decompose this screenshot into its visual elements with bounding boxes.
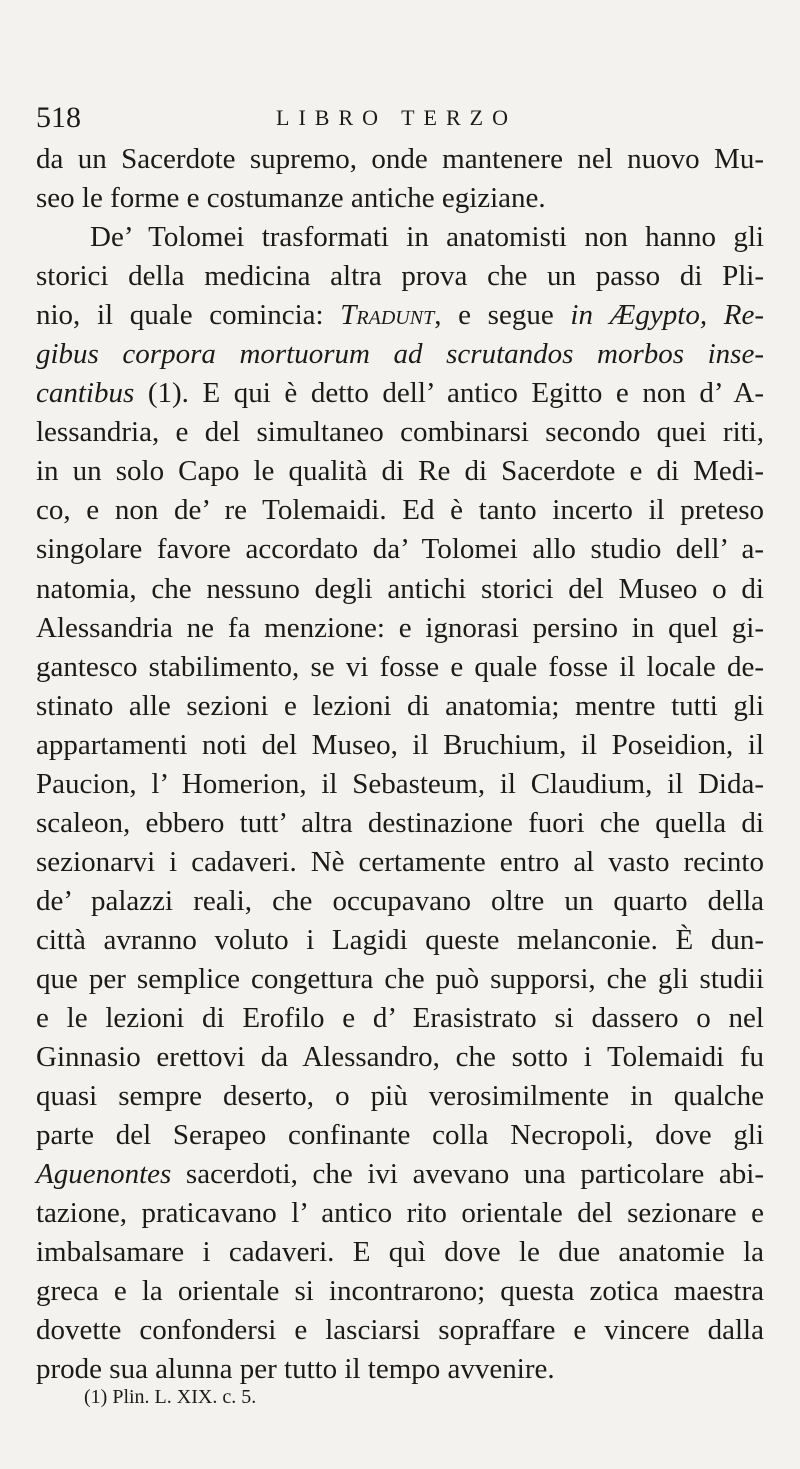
text-segment: parte del Serapeo confinante colla Necropoli, dove gli [36,1119,764,1152]
text-line [36,413,764,452]
text-segment: dovette confondersi e lasciarsi sopraffare e vincere dalla [36,1314,764,1347]
text-line [36,921,764,960]
text-segment: sacerdoti, che ivi avevano una particolare abi- [171,1158,764,1191]
text-segment: in Ægypto, Re- [570,299,765,332]
text-line [36,648,764,687]
text-segment: Tradunt [340,299,435,332]
text-line [36,1272,764,1311]
text-segment: Aguenontes [36,1158,172,1191]
text-line [36,687,764,726]
text-line [36,1155,764,1194]
text-segment: de’ palazzi reali, che occupavano oltre un quarto della [36,884,764,917]
text-line [36,882,764,921]
page-number: 518 [36,101,81,134]
text-segment: nio, il quale comincia: [36,299,341,332]
text-segment: seo le forme e costumanze antiche egiziane. [36,182,546,215]
page-header [36,98,764,138]
text-line [36,843,764,882]
text-line [36,1233,764,1272]
text-segment: quasi sempre deserto, o più verosimilmente in qualche [36,1080,764,1113]
text-segment: e le lezioni di Erofilo e d’ Erasistrato si dassero o nel [36,1002,764,1035]
text-segment: Paucion, l’ Homerion, il Sebasteum, il Claudium, il Dida- [36,767,764,800]
running-head: LIBRO TERZO [276,105,517,130]
text-line [36,726,764,765]
text-line [36,1311,764,1350]
footnote: (1) Plin. L. XIX. c. 5. [84,1386,257,1408]
text-segment: , e segue [434,299,571,332]
text-line [36,1038,764,1077]
text-line [36,1077,764,1116]
text-segment: Ginnasio erettovi da Alessandro, che sotto i Tolemaidi fu [36,1041,764,1074]
text-segment: gantesco stabilimento, se vi fosse e quale fosse il locale de- [36,650,764,683]
text-line [36,218,764,257]
text-line [36,765,764,804]
text-segment: prode sua alunna per tutto il tempo avvenire. [36,1353,555,1386]
text-segment: De’ Tolomei trasformati in anatomisti non hanno gli [90,221,764,254]
text-segment: natomia, che nessuno degli antichi storici del Museo o di [36,572,764,605]
text-segment: da un Sacerdote supremo, onde mantenere nel nuovo Mu- [36,143,764,175]
text-line [36,257,764,296]
text-segment: gibus corpora mortuorum ad scrutandos morbos inse- [36,338,764,371]
text-line [36,1116,764,1155]
text-segment: imbalsamare i cadaveri. E quì dove le due anatomie la [36,1236,764,1269]
text-line [36,452,764,491]
text-line [36,296,764,335]
text-line [36,530,764,569]
text-line [36,609,764,648]
text-line [36,1194,764,1233]
text-segment: Alessandria ne fa menzione: e ignorasi persino in quel gi- [36,611,764,644]
text-segment: sezionarvi i cadaveri. Nè certamente entro al vasto recinto [36,845,764,878]
text-line [36,999,764,1038]
text-segment: storici della medicina altra prova che un passo di Pli- [36,260,764,293]
text-segment: cantibus [36,377,135,410]
text-segment: co, e non de’ re Tolemaidi. Ed è tanto incerto il preteso [36,494,764,527]
text-line [36,570,764,609]
text-segment: lessandria, e del simultaneo combinarsi secondo quei riti, [36,416,764,449]
text-line [36,374,764,413]
text-segment: appartamenti noti del Museo, il Bruchium, il Poseidion, il [36,728,764,761]
text-line [36,804,764,843]
text-line [36,335,764,374]
body-text [36,140,764,1390]
text-segment: greca e la orientale si incontrarono; questa zotica maestra [36,1275,764,1308]
text-line [36,140,764,179]
text-segment: singolare favore accordato da’ Tolomei allo studio dell’ a- [36,533,764,566]
text-line [36,491,764,530]
text-segment: città avranno voluto i Lagidi queste melanconie. È dun- [36,923,764,956]
text-segment: stinato alle sezioni e lezioni di anatomia; mentre tutti gli [36,689,764,722]
text-segment: scaleon, ebbero tutt’ altra destinazione fuori che quella di [36,806,764,839]
text-line [36,960,764,999]
text-segment: (1). E qui è detto dell’ antico Egitto e non d’ A- [134,377,764,410]
text-segment: que per semplice congettura che può supporsi, che gli studii [36,962,764,995]
text-line [36,179,764,218]
text-segment: tazione, praticavano l’ antico rito orientale del sezionare e [36,1197,764,1230]
text-segment: in un solo Capo le qualità di Re di Sacerdote e di Medi- [36,455,764,488]
